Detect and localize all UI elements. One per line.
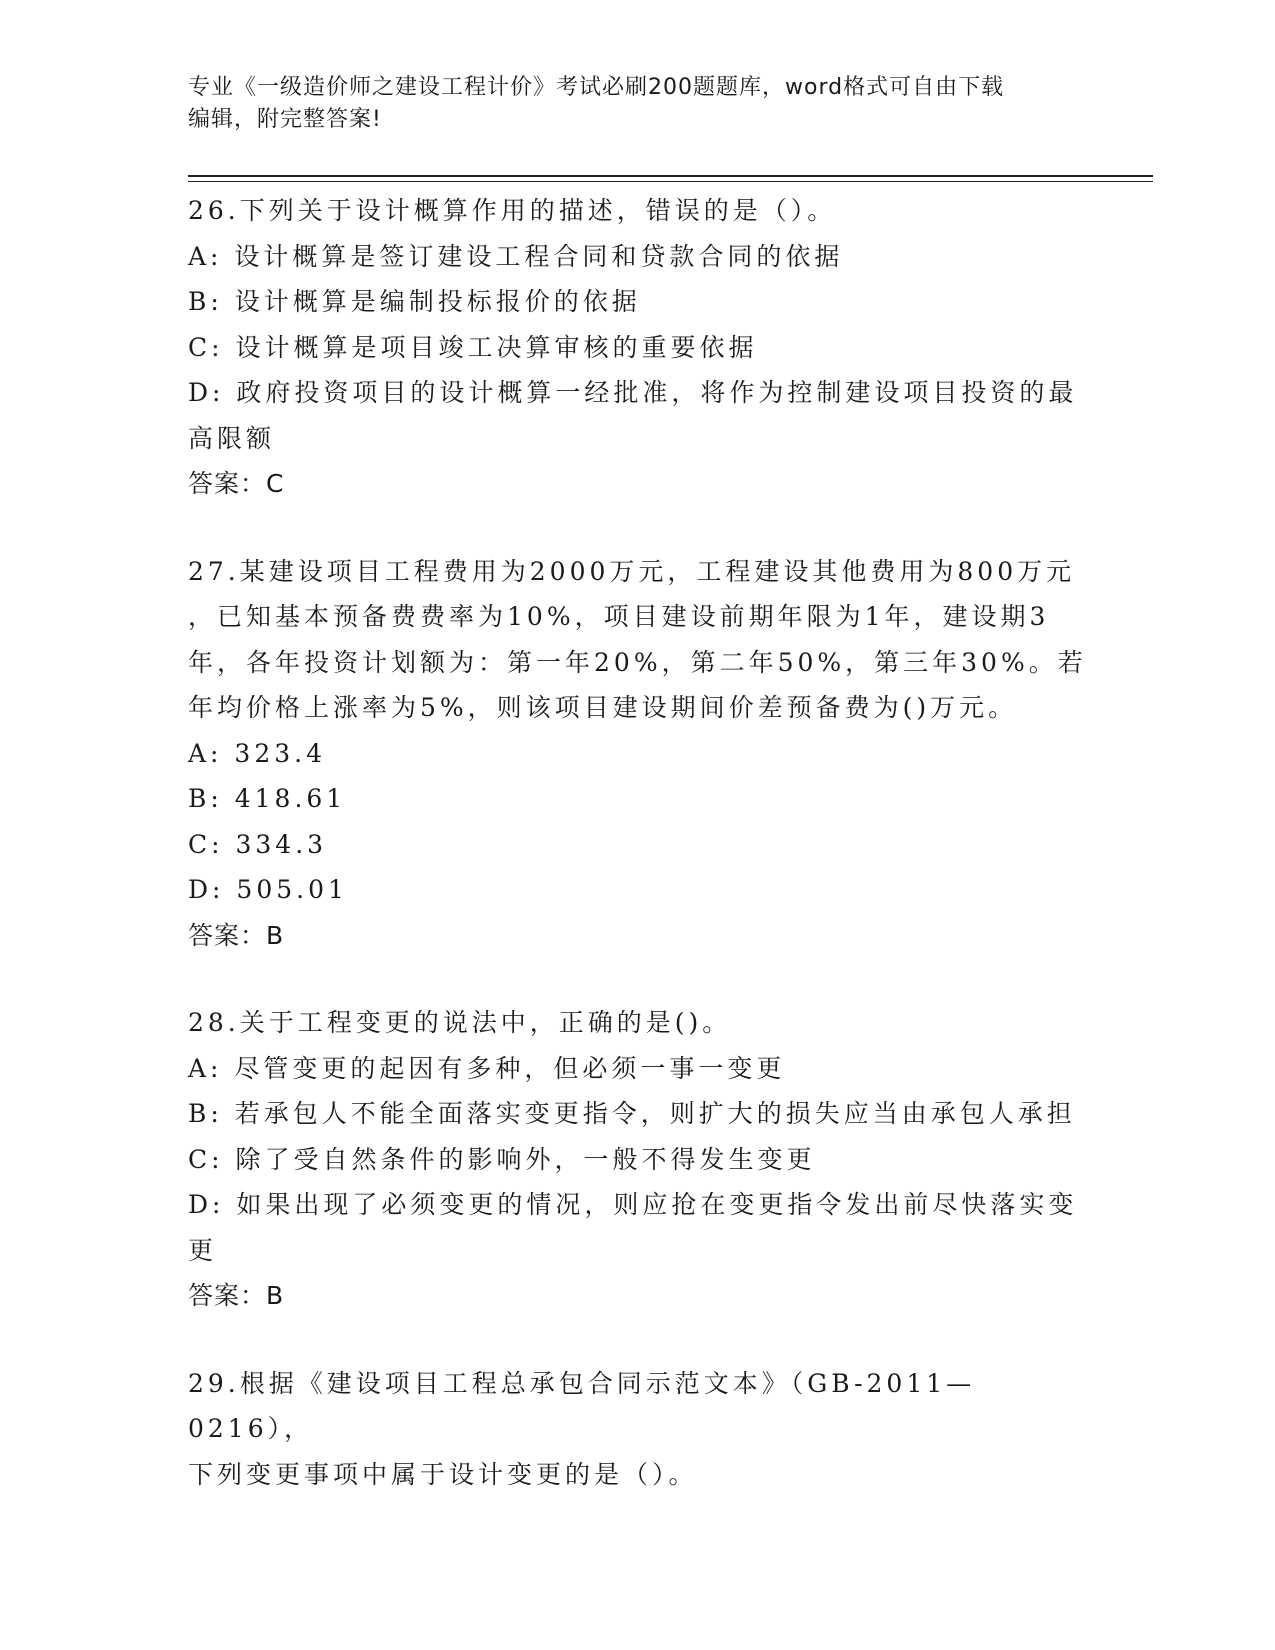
question-stem-line: 年，各年投资计划额为：第一年20%，第二年50%，第三年30%。若	[188, 647, 1087, 677]
answer-option-line: B: 设计概算是编制投标报价的依据	[188, 287, 641, 316]
question-list	[188, 188, 1088, 1539]
answer-option-line: A: 323.4	[188, 738, 326, 768]
answer-option-line: 更	[188, 1235, 218, 1265]
question-stem-line: 28.关于工程变更的说法中，正确的是()。	[188, 1008, 732, 1037]
answer-option-line: C: 除了受自然条件的影响外，一般不得发生变更	[188, 1144, 816, 1174]
answer-option-line: D: 政府投资项目的设计概算一经批准，将作为控制建设项目投资的最	[188, 378, 1078, 407]
header-divider-thick	[188, 175, 1153, 177]
answer-option-line: B: 若承包人不能全面落实变更指令，则扩大的损失应当由承包人承担	[188, 1099, 1076, 1128]
header-line-2: 编辑，附完整答案!	[188, 107, 382, 132]
answer-option-line: B: 418.61	[188, 784, 347, 813]
question-block	[188, 1000, 1088, 1319]
header-line-1: 专业《一级造价师之建设工程计价》考试必刷200题题库，word格式可自由下载	[188, 75, 1005, 100]
question-block	[188, 1361, 1088, 1498]
question-stem-line: 下列变更事项中属于设计变更的是（）。	[188, 1459, 698, 1489]
answer-key: 答案：C	[188, 469, 285, 498]
question-stem-line: 年均价格上涨率为5%，则该项目建设期间价差预备费为()万元。	[188, 693, 1018, 722]
question-block	[188, 188, 1088, 507]
answer-option-line: 高限额	[188, 423, 276, 453]
answer-option-line: C: 334.3	[188, 829, 328, 859]
answer-option-line: D: 505.01	[188, 875, 348, 904]
question-stem-line: 27.某建设项目工程费用为2000万元，工程建设其他费用为800万元	[188, 556, 1076, 586]
question-stem-line: 29.根据《建设项目工程总承包合同示范文本》（GB-2011—0216），	[188, 1368, 976, 1443]
question-block	[188, 549, 1088, 959]
answer-option-line: C: 设计概算是项目竣工决算审核的重要依据	[188, 332, 758, 362]
document-header	[188, 72, 1068, 136]
answer-key: 答案：B	[188, 1281, 285, 1310]
answer-option-line: D: 如果出现了必须变更的情况，则应抢在变更指令发出前尽快落实变	[188, 1190, 1078, 1219]
answer-option-line: A: 尽管变更的起因有多种，但必须一事一变更	[188, 1053, 786, 1083]
answer-option-line: A: 设计概算是签订建设工程合同和贷款合同的依据	[188, 241, 844, 271]
header-divider-thin	[188, 181, 1153, 182]
question-stem-line: ，已知基本预备费费率为10%，项目建设前期年限为1年，建设期3	[188, 602, 1050, 631]
question-stem-line: 26.下列关于设计概算作用的描述，错误的是（）。	[188, 196, 837, 225]
answer-key: 答案：B	[188, 920, 285, 950]
